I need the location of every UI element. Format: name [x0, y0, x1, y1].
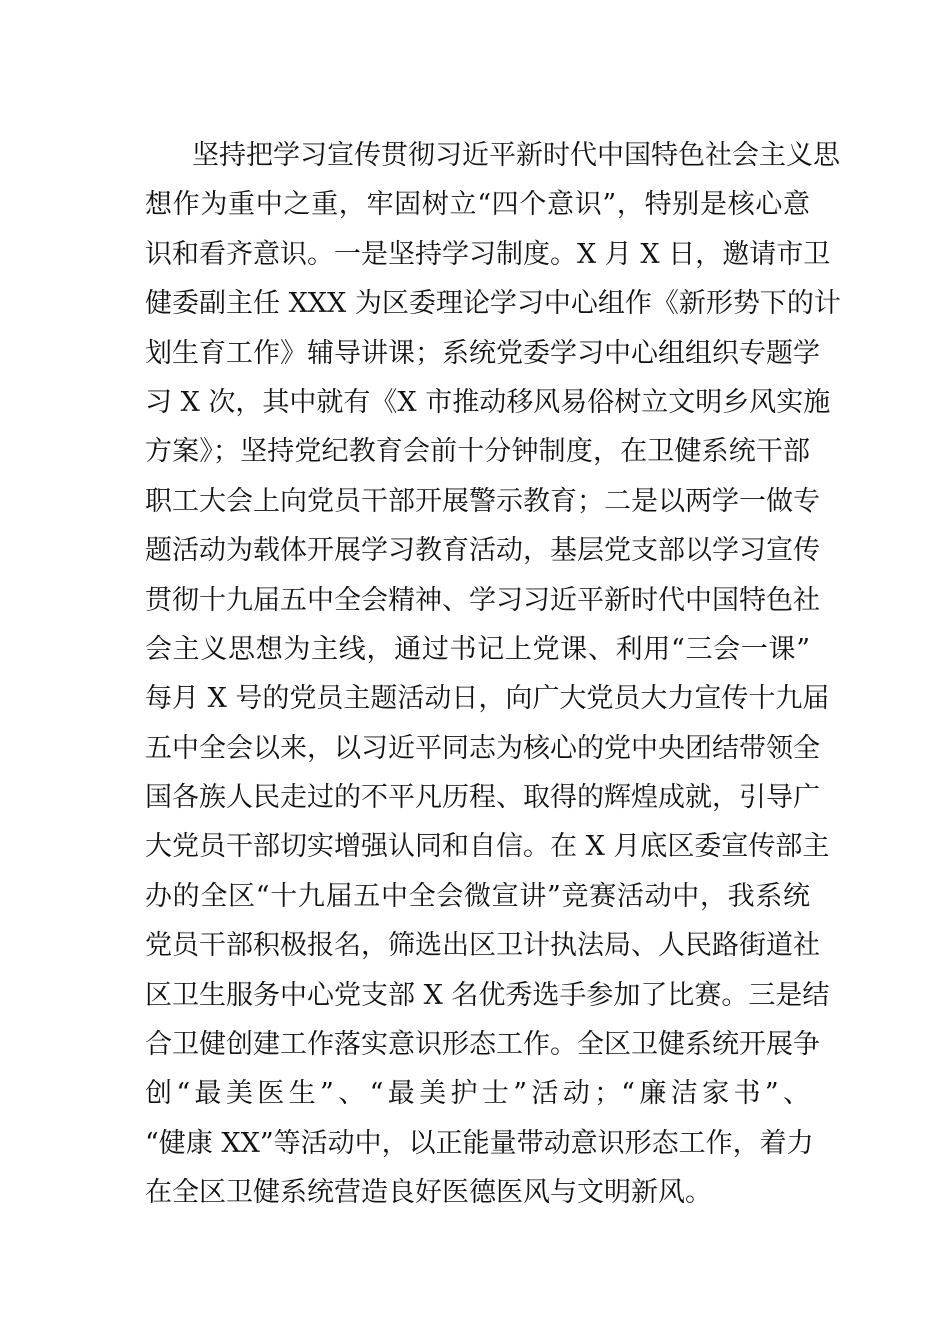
paragraph-line: 会主义思想为主线，通过书记上党课、利用“三会一课”	[145, 633, 810, 665]
paragraph-line: 区卫生服务中心党支部 X 名优秀选手参加了比赛。三是结	[145, 979, 830, 1011]
paragraph-line: 合卫健创建工作落实意识形态工作。全区卫健系统开展争	[145, 1029, 820, 1061]
paragraph-line: 在全区卫健系统营造良好医德医风与文明新风。	[145, 1177, 712, 1209]
paragraph-line: 贯彻十九届五中全会精神、学习习近平新时代中国特色社	[145, 584, 820, 616]
paragraph-line: 习 X 次，其中就有《X 市推动移风易俗树立文明乡风实施	[145, 386, 831, 418]
paragraph-line: 党员干部积极报名，筛选出区卫计执法局、人民路街道社	[145, 930, 820, 962]
body-paragraph	[145, 131, 841, 1218]
paragraph-line: 创“最美医生”、“最美护士”活动；“廉洁家书”、	[145, 1078, 810, 1110]
paragraph-line: 想作为重中之重，牢固树立“四个意识”，特别是核心意	[145, 189, 810, 221]
paragraph-line: 划生育工作》辅导讲课；系统党委学习中心组组织专题学	[145, 337, 820, 369]
paragraph-line: 坚持把学习宣传贯彻习近平新时代中国特色社会主义思	[192, 140, 840, 171]
paragraph-line: 健委副主任 XXX 为区委理论学习中心组作《新形势下的计	[145, 288, 841, 320]
paragraph-line: 方案》；坚持党纪教育会前十分钟制度，在卫健系统干部	[145, 436, 810, 468]
paragraph-line: 五中全会以来，以习近平同志为核心的党中央团结带领全	[145, 732, 820, 764]
paragraph-line: 每月 X 号的党员主题活动日，向广大党员大力宣传十九届	[145, 683, 830, 715]
paragraph-line: 办的全区“十九届五中全会微宣讲”竞赛活动中，我系统	[145, 880, 810, 912]
paragraph-line: 题活动为载体开展学习教育活动，基层党支部以学习宣传	[145, 535, 820, 567]
paragraph-line: “健康 XX”等活动中，以正能量带动意识形态工作，着力	[145, 1127, 814, 1159]
paragraph-line: 国各族人民走过的不平凡历程、取得的辉煌成就，引导广	[145, 782, 820, 814]
paragraph-line: 识和看齐意识。一是坚持学习制度。X 月 X 日，邀请市卫	[145, 238, 831, 270]
paragraph-line: 职工大会上向党员干部开展警示教育；二是以两学一做专	[145, 485, 820, 517]
paragraph-line: 大党员干部切实增强认同和自信。在 X 月底区委宣传部主	[145, 831, 830, 863]
